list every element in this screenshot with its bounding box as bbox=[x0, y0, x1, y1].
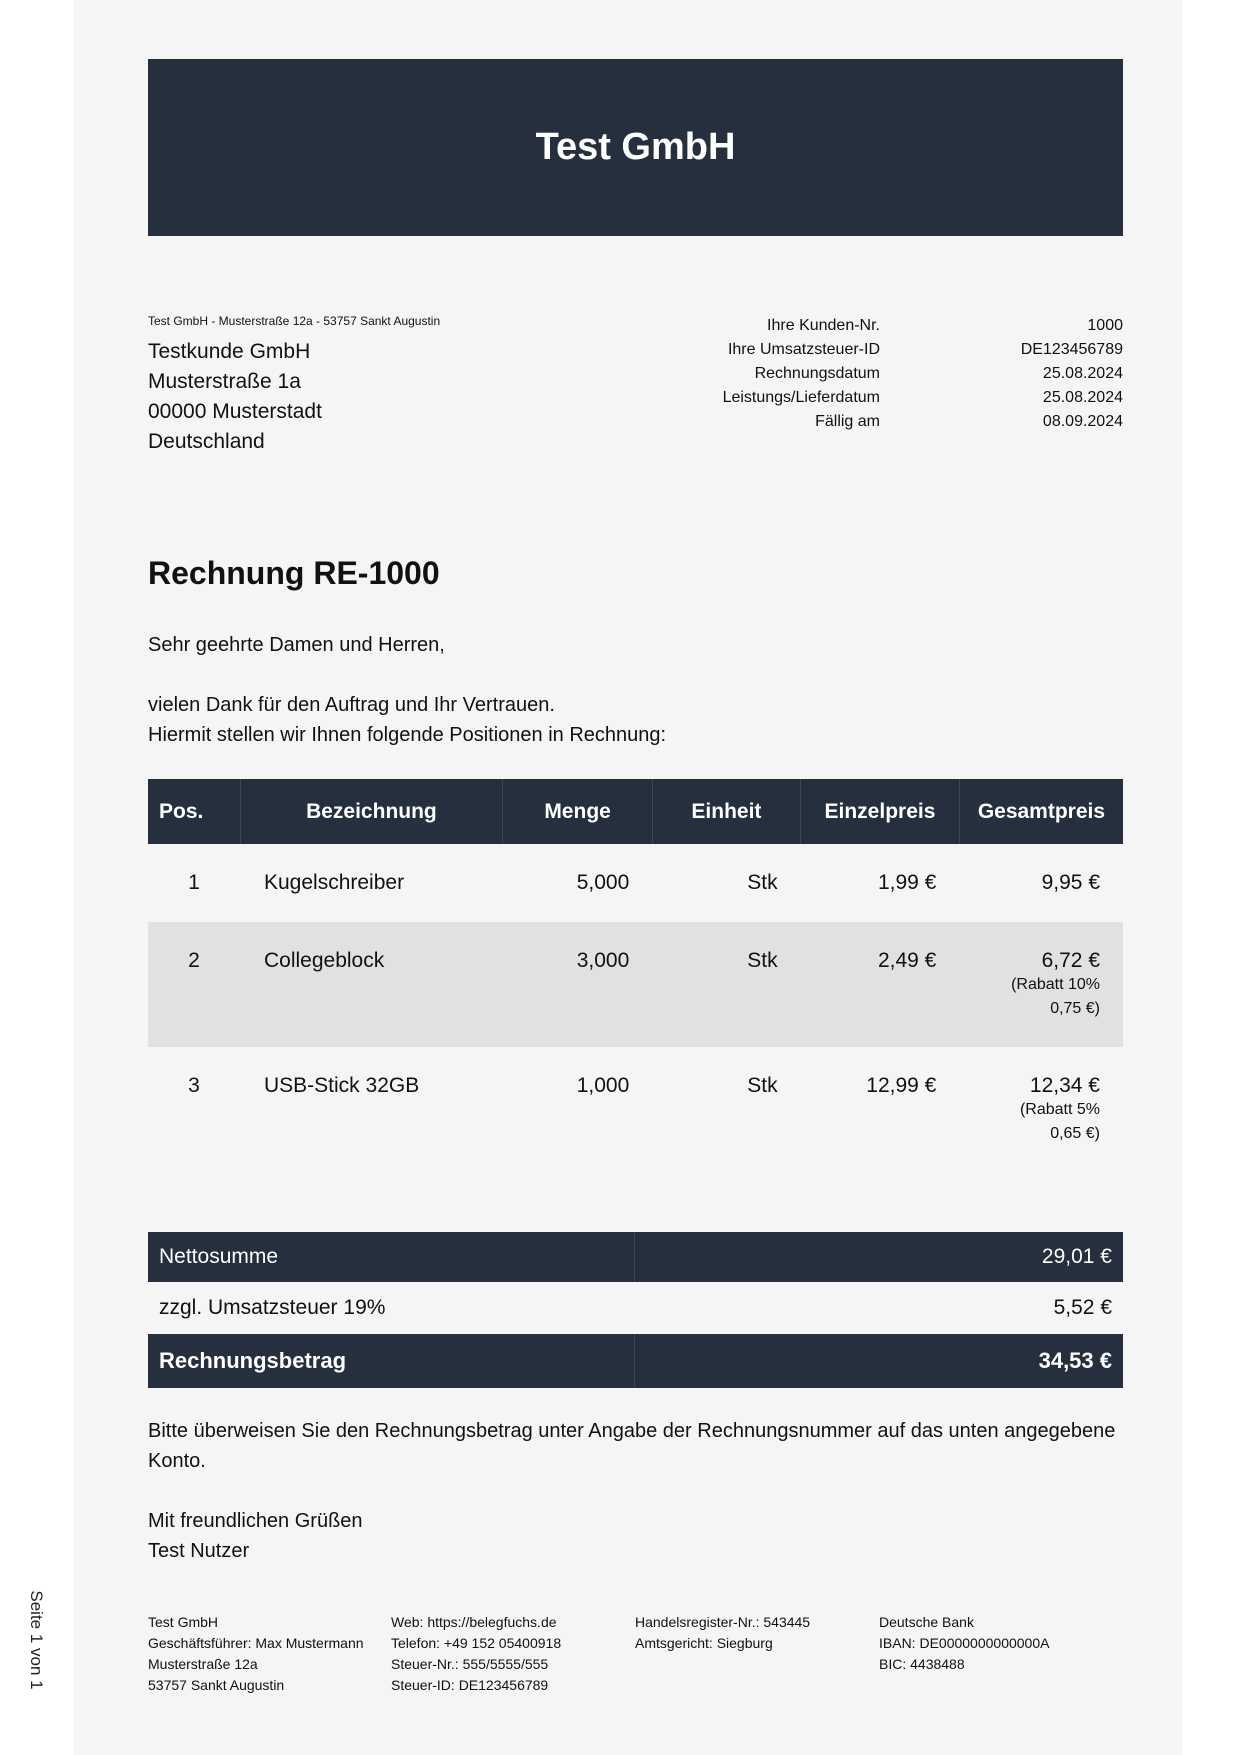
recipient-name: Testkunde GmbH bbox=[148, 340, 311, 363]
company-name: Test GmbH bbox=[535, 126, 736, 168]
signer-name: Test Nutzer bbox=[148, 1540, 250, 1562]
intro-text bbox=[148, 690, 666, 750]
footer-contact bbox=[391, 1612, 561, 1696]
brutto-value: 34,53 € bbox=[635, 1334, 1124, 1388]
meta-label: Leistungs/Lieferdatum bbox=[722, 389, 880, 406]
meta-row bbox=[600, 410, 1123, 434]
meta-label: Ihre Umsatzsteuer-ID bbox=[727, 341, 880, 358]
meta-value: DE123456789 bbox=[1020, 341, 1123, 358]
footer-line: Web: https://belegfuchs.de bbox=[391, 1614, 557, 1630]
footer-line: Telefon: +49 152 05400918 bbox=[391, 1635, 562, 1651]
footer-line: BIC: 4438488 bbox=[879, 1656, 965, 1672]
discount-note: (Rabatt 5% 0,65 €) bbox=[1019, 1101, 1100, 1142]
page-number: Seite 1 von 1 bbox=[27, 1590, 46, 1690]
cell-bezeichnung: Kugelschreiber bbox=[264, 871, 405, 894]
meta-label: Rechnungsdatum bbox=[754, 365, 880, 382]
meta-label: Fällig am bbox=[815, 413, 880, 430]
brutto-row bbox=[148, 1334, 1123, 1388]
footer-line: IBAN: DE0000000000000A bbox=[879, 1635, 1050, 1651]
table-row bbox=[148, 844, 1123, 922]
cell-einzelpreis: 1,99 € bbox=[877, 871, 937, 894]
footer-register bbox=[635, 1612, 810, 1654]
meta-value: 25.08.2024 bbox=[1042, 389, 1123, 406]
table-row bbox=[148, 922, 1123, 1047]
footer-line: Test GmbH bbox=[148, 1614, 219, 1630]
footer-line: Musterstraße 12a bbox=[148, 1656, 258, 1672]
cell-einheit: Stk bbox=[652, 922, 800, 1047]
sender-address-line: Test GmbH - Musterstraße 12a - 53757 Sankt Augustin bbox=[148, 314, 441, 328]
meta-row bbox=[600, 314, 1123, 338]
totals-table bbox=[148, 1232, 1123, 1388]
recipient-country: Deutschland bbox=[148, 430, 265, 453]
header-menge: Menge bbox=[503, 779, 652, 844]
invoice-meta bbox=[600, 314, 1123, 434]
meta-value: 25.08.2024 bbox=[1042, 365, 1123, 382]
cell-menge: 1,000 bbox=[576, 1074, 630, 1097]
meta-row bbox=[600, 362, 1123, 386]
cell-gesamtpreis: 12,34 € (Rabatt 5% 0,65 €) bbox=[959, 1047, 1123, 1172]
cell-gesamtpreis: 9,95 € bbox=[1041, 871, 1100, 894]
recipient-address bbox=[148, 337, 322, 457]
discount-note: (Rabatt 10% 0,75 €) bbox=[1011, 976, 1100, 1017]
cell-menge: 3,000 bbox=[503, 922, 652, 1047]
table-header-row bbox=[148, 779, 1123, 844]
header-bezeichnung: Bezeichnung bbox=[240, 779, 503, 844]
regards-line: Mit freundlichen Grüßen bbox=[148, 1510, 363, 1532]
meta-value: 08.09.2024 bbox=[1042, 413, 1123, 430]
footer-line: Amtsgericht: Siegburg bbox=[635, 1635, 773, 1651]
greeting: Sehr geehrte Damen und Herren, bbox=[148, 634, 445, 656]
footer-line: Geschäftsführer: Max Mustermann bbox=[148, 1635, 364, 1651]
closing-regards bbox=[148, 1506, 363, 1566]
meta-row bbox=[600, 386, 1123, 410]
header-gesamtpreis: Gesamtpreis bbox=[959, 779, 1123, 844]
cell-pos: 2 bbox=[148, 922, 240, 1047]
cell-einheit: Stk bbox=[747, 871, 778, 894]
recipient-street: Musterstraße 1a bbox=[148, 370, 301, 393]
footer-bank bbox=[879, 1612, 1049, 1675]
payment-instruction: Bitte überweisen Sie den Rechnungsbetrag unter Angabe der Rechnungsnummer auf das unten angegebene Konto. bbox=[148, 1420, 1116, 1472]
meta-row bbox=[600, 338, 1123, 362]
cell-pos: 3 bbox=[188, 1074, 200, 1097]
footer-line: Steuer-ID: DE123456789 bbox=[391, 1677, 549, 1693]
ust-value: 5,52 € bbox=[1053, 1296, 1112, 1319]
cell-einzelpreis: 12,99 € bbox=[866, 1074, 937, 1097]
cell-menge: 5,000 bbox=[576, 871, 630, 894]
company-header bbox=[148, 59, 1123, 236]
cell-bezeichnung: Collegeblock bbox=[240, 922, 503, 1047]
cell-einzelpreis: 2,49 € bbox=[801, 922, 960, 1047]
footer-line: Steuer-Nr.: 555/5555/555 bbox=[391, 1656, 549, 1672]
footer-line: Handelsregister-Nr.: 543445 bbox=[635, 1614, 811, 1630]
netto-label: Nettosumme bbox=[148, 1232, 635, 1282]
footer-company bbox=[148, 1612, 364, 1696]
header-einheit: Einheit bbox=[652, 779, 800, 844]
table-row bbox=[148, 1047, 1123, 1172]
footer-line: Deutsche Bank bbox=[879, 1614, 974, 1630]
intro-line: Hiermit stellen wir Ihnen folgende Positionen in Rechnung: bbox=[148, 724, 667, 746]
meta-label: Ihre Kunden-Nr. bbox=[767, 317, 880, 334]
netto-value: 29,01 € bbox=[635, 1232, 1124, 1282]
invoice-title: Rechnung RE-1000 bbox=[148, 555, 440, 591]
line-items-table bbox=[148, 779, 1123, 1172]
cell-einheit: Stk bbox=[747, 1074, 778, 1097]
header-einzelpreis: Einzelpreis bbox=[801, 779, 960, 844]
brutto-label: Rechnungsbetrag bbox=[148, 1334, 635, 1388]
ust-row bbox=[148, 1282, 1123, 1334]
cell-pos: 1 bbox=[188, 871, 200, 894]
meta-value: 1000 bbox=[1087, 317, 1123, 334]
ust-label: zzgl. Umsatzsteuer 19% bbox=[159, 1296, 386, 1319]
netto-row bbox=[148, 1232, 1123, 1282]
cell-bezeichnung: USB-Stick 32GB bbox=[264, 1074, 420, 1097]
footer-line: 53757 Sankt Augustin bbox=[148, 1677, 285, 1693]
intro-line: vielen Dank für den Auftrag und Ihr Vertrauen. bbox=[148, 694, 555, 716]
header-pos: Pos. bbox=[148, 779, 240, 844]
cell-gesamtpreis: 6,72 € (Rabatt 10% 0,75 €) bbox=[959, 922, 1123, 1047]
recipient-city: 00000 Musterstadt bbox=[148, 400, 322, 423]
